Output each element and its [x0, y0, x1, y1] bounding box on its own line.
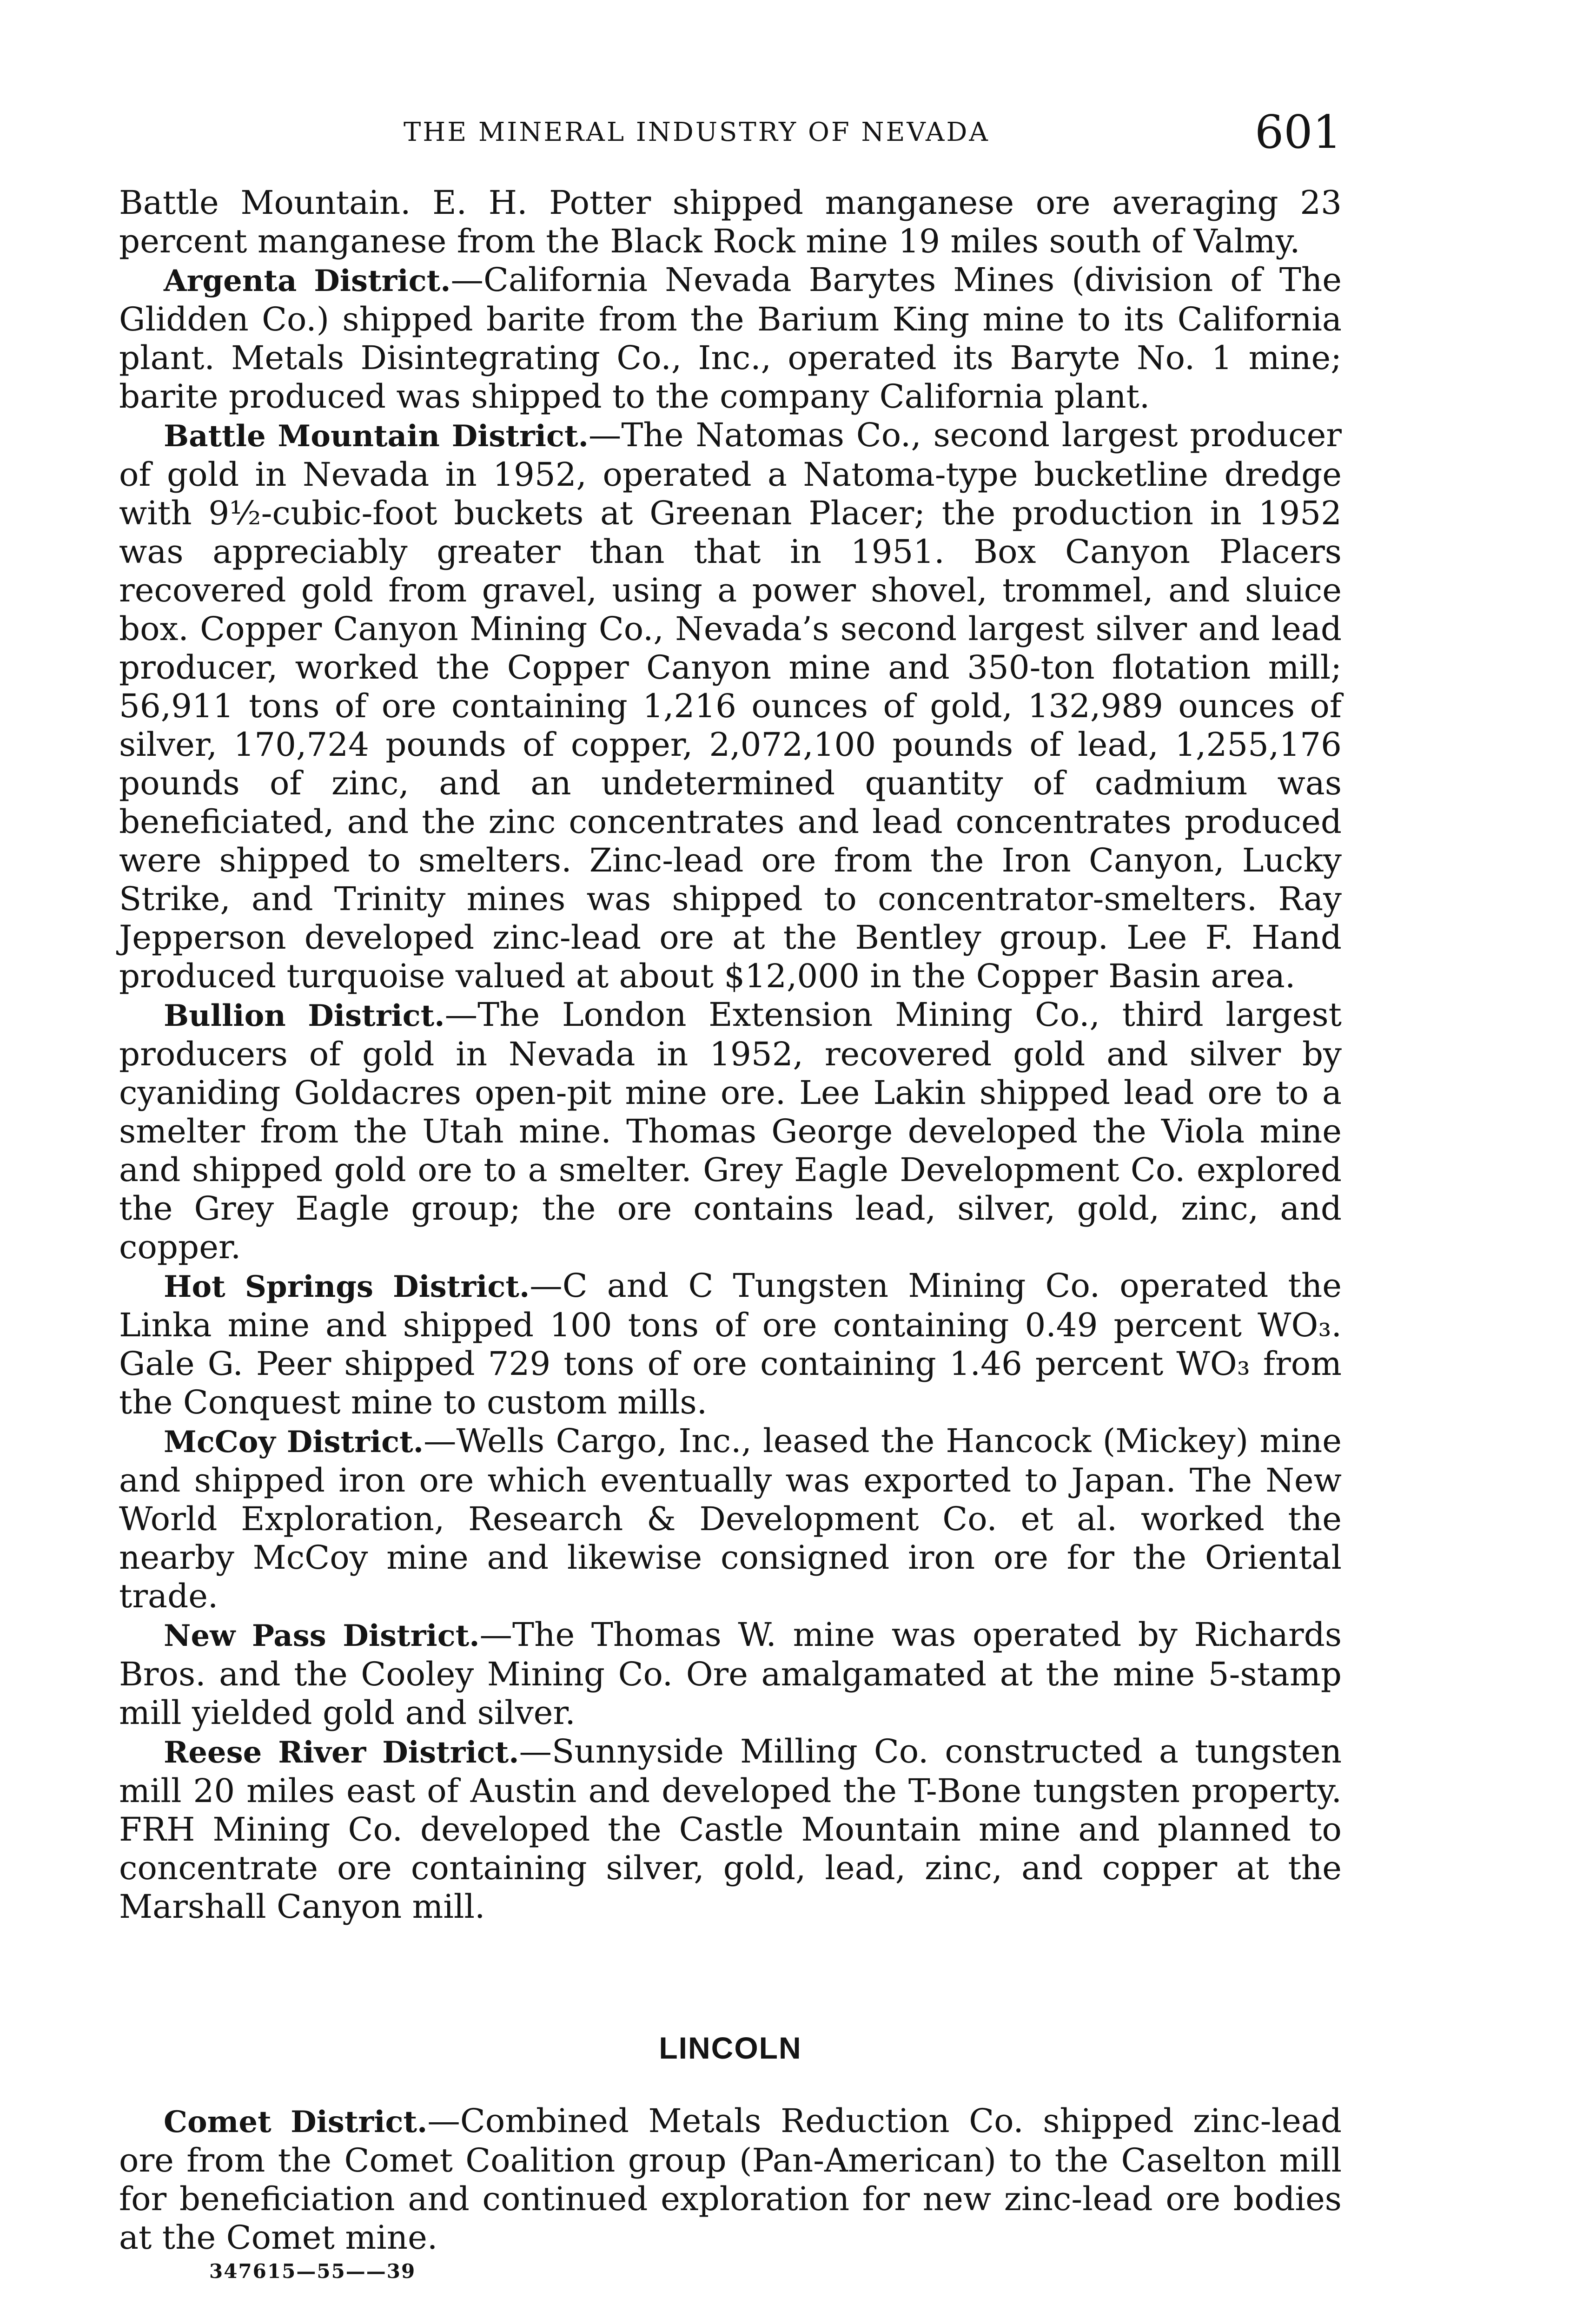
- body-text: [119, 184, 1342, 1926]
- paragraph-new-pass-district: [119, 1616, 1342, 1732]
- paragraph-comet-district: [119, 2102, 1342, 2257]
- paragraph-text: —Wells Cargo, Inc., leased the Hancock (Mickey) mine and shipped iron ore which eventually was exported to Japan. The New World Exploration, Research & Development Co. et al. worked the nearby McCoy mine and likewise consigned iron ore for the Oriental trade.: [119, 1422, 1342, 1615]
- paragraph-text: —The Natomas Co., second largest producer of gold in Nevada in 1952, operated a Natoma-type bucketline dredge with 9½-cubic-foot buckets at Greenan Placer; the production in 1952 was appreciably greater than that in 1951. Box Canyon Placers recovered gold from gravel, using a power shovel, trommel, and sluice box. Copper Canyon Mining Co., Nevada’s second largest silver and lead producer, worked the Copper Canyon mine and 350-ton flotation mill; 56,911 tons of ore containing 1,216 ounces of gold, 132,989 ounces of silver, 170,724 pounds of copper, 2,072,100 pounds of lead, 1,255,176 pounds of zinc, and an undetermined quantity of cadmium was beneficiated, and the zinc concentrates and lead concentrates produced were shipped to smelters. Zinc-lead ore from the Iron Canyon, Lucky Strike, and Trinity mines was shipped to concentrator-smelters. Ray Jepperson developed zinc-lead ore at the Bentley group. Lee F. Hand produced turquoise valued at about $12,000 in the Copper Basin area.: [119, 416, 1342, 995]
- paragraph-text: —Combined Metals Reduction Co. shipped zinc-lead ore from the Comet Coalition group (Pan-American) to the Caselton mill for beneficiation and continued exploration for new zinc-lead ore bodies at the Comet mine.: [119, 2102, 1342, 2257]
- paragraph-text: —C and C Tungsten Mining Co. operated the Linka mine and shipped 100 tons of ore containing 0.49 percent WO₃. Gale G. Peer shipped 729 tons of ore containing 1.46 percent WO₃ from the Conquest mine to custom mills.: [119, 1267, 1342, 1421]
- paragraph-bullion-district: [119, 996, 1342, 1267]
- district-heading: McCoy District.: [164, 1425, 424, 1459]
- paragraph-argenta-district: [119, 261, 1342, 416]
- paragraph-reese-river-district: [119, 1732, 1342, 1926]
- paragraph-text: —Sunnyside Milling Co. constructed a tungsten mill 20 miles east of Austin and developed the T-Bone tungsten property. FRH Mining Co. developed the Castle Mountain mine and planned to concentrate ore containing silver, gold, lead, zinc, and copper at the Marshall Canyon mill.: [119, 1732, 1342, 1926]
- paragraph-hot-springs-district: [119, 1267, 1342, 1422]
- district-heading: Argenta District.: [164, 264, 451, 298]
- paragraph-battle-mountain-district: [119, 416, 1342, 996]
- paragraph-text: —The London Extension Mining Co., third largest producers of gold in Nevada in 1952, recovered gold and silver by cyaniding Goldacres open-pit mine ore. Lee Lakin shipped lead ore to a smelter from the Utah mine. Thomas George developed the Viola mine and shipped gold ore to a smelter. Grey Eagle Development Co. explored the Grey Eagle group; the ore contains lead, silver, gold, zinc, and copper.: [119, 996, 1342, 1266]
- paragraph-battle-mountain-intro: [119, 184, 1342, 261]
- running-head: THE MINERAL INDUSTRY OF NEVADA: [404, 117, 990, 147]
- district-heading: Bullion District.: [164, 998, 445, 1033]
- district-heading: Reese River District.: [164, 1735, 519, 1770]
- paragraph-mccoy-district: [119, 1422, 1342, 1616]
- section-heading-lincoln: LINCOLN: [659, 2031, 802, 2065]
- district-heading: Comet District.: [164, 2105, 428, 2139]
- page-header: [119, 106, 1342, 157]
- district-heading: New Pass District.: [164, 1618, 480, 1653]
- district-heading: Battle Mountain District.: [164, 419, 589, 454]
- paragraph-text: —California Nevada Barytes Mines (division of The Glidden Co.) shipped barite from the Barium King mine to its California plant. Metals Disintegrating Co., Inc., operated its Baryte No. 1 mine; barite produced was shipped to the company California plant.: [119, 261, 1342, 416]
- page-number: 601: [1254, 106, 1342, 159]
- district-heading: Hot Springs District.: [164, 1269, 530, 1304]
- section-text-lincoln: [119, 2102, 1342, 2257]
- paragraph-text: Battle Mountain. E. H. Potter shipped manganese ore averaging 23 percent manganese from the Black Rock mine 19 miles south of Valmy.: [119, 184, 1342, 260]
- paragraph-text: —The Thomas W. mine was operated by Richards Bros. and the Cooley Mining Co. Ore amalgamated at the mine 5-stamp mill yielded gold and silver.: [119, 1616, 1342, 1732]
- footer-print-code: 347615—55——39: [209, 2260, 416, 2283]
